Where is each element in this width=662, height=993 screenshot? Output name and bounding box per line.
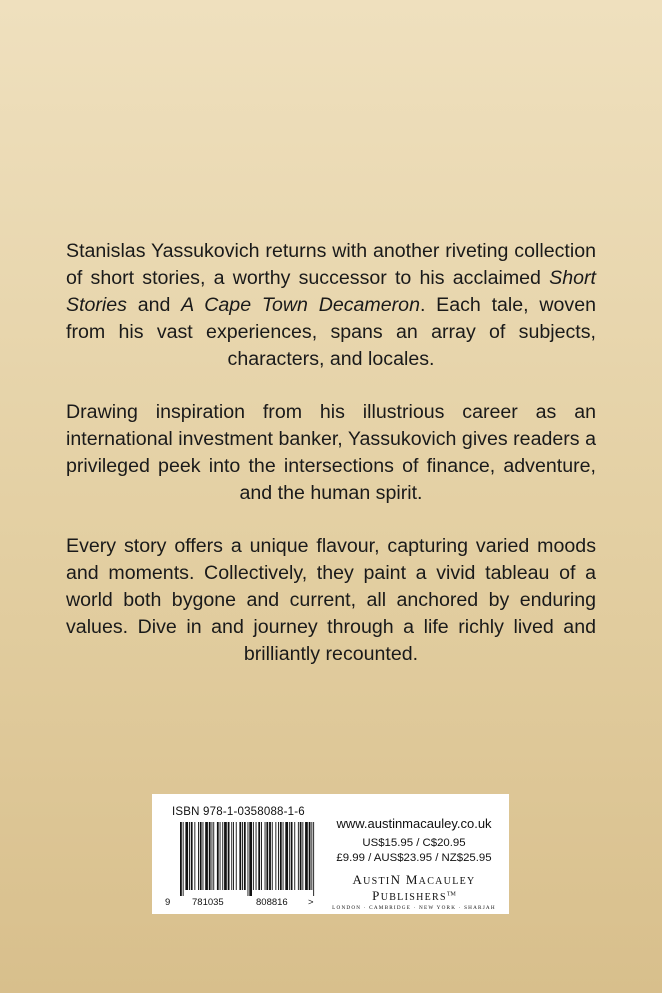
barcode-icon [178, 822, 318, 896]
barcode-digit-lead: 9 [165, 897, 171, 908]
publisher-logo: AUSTIN MACAULEY PUBLISHERS™ [352, 872, 476, 903]
barcode-panel [152, 794, 509, 914]
blurb-paragraph-2: Drawing inspiration from his illustrious career as an international investment banker, Yassukovich gives readers a privileged peek into the intersections of finance, adventure, and the human spirit. [66, 401, 596, 504]
blurb-paragraph-1 [66, 238, 596, 373]
back-cover-blurb [66, 238, 596, 694]
publisher-cities: LONDON · CAMBRIDGE · NEW YORK · SHARJAH [332, 905, 496, 911]
blurb-text: . Each tale, woven from his vast experiences, spans an array of subjects, characters, and locales. [66, 294, 596, 370]
isbn-number: ISBN 978-1-0358088-1-6 [172, 806, 305, 818]
price-line-2: £9.99 / AUS$23.95 / NZ$25.95 [336, 852, 492, 864]
barcode-digits-right: 808816 [256, 897, 288, 908]
price-line-1: US$15.95 / C$20.95 [362, 837, 466, 849]
blurb-paragraph-3: Every story offers a unique flavour, capturing varied moods and moments. Collectively, they paint a vivid tableau of a world both bygone and current, all anchored by enduring values. Dive in and journey through a life richly lived and brilliantly recounted. [66, 535, 596, 665]
publisher-info [328, 816, 500, 911]
blurb-text: Stanislas Yassukovich returns with another riveting collection of short stories, a worthy successor to his acclaimed [66, 240, 596, 289]
book-title-short-stories: Short Stories [66, 267, 596, 316]
publisher-website: www.austinmacauley.co.uk [336, 816, 492, 831]
barcode-digits-left: 781035 [192, 897, 224, 908]
book-title-cape-town-decameron: A Cape Town Decameron [181, 294, 420, 316]
barcode-quiet-mark: > [308, 897, 314, 908]
blurb-text: and [126, 294, 182, 316]
